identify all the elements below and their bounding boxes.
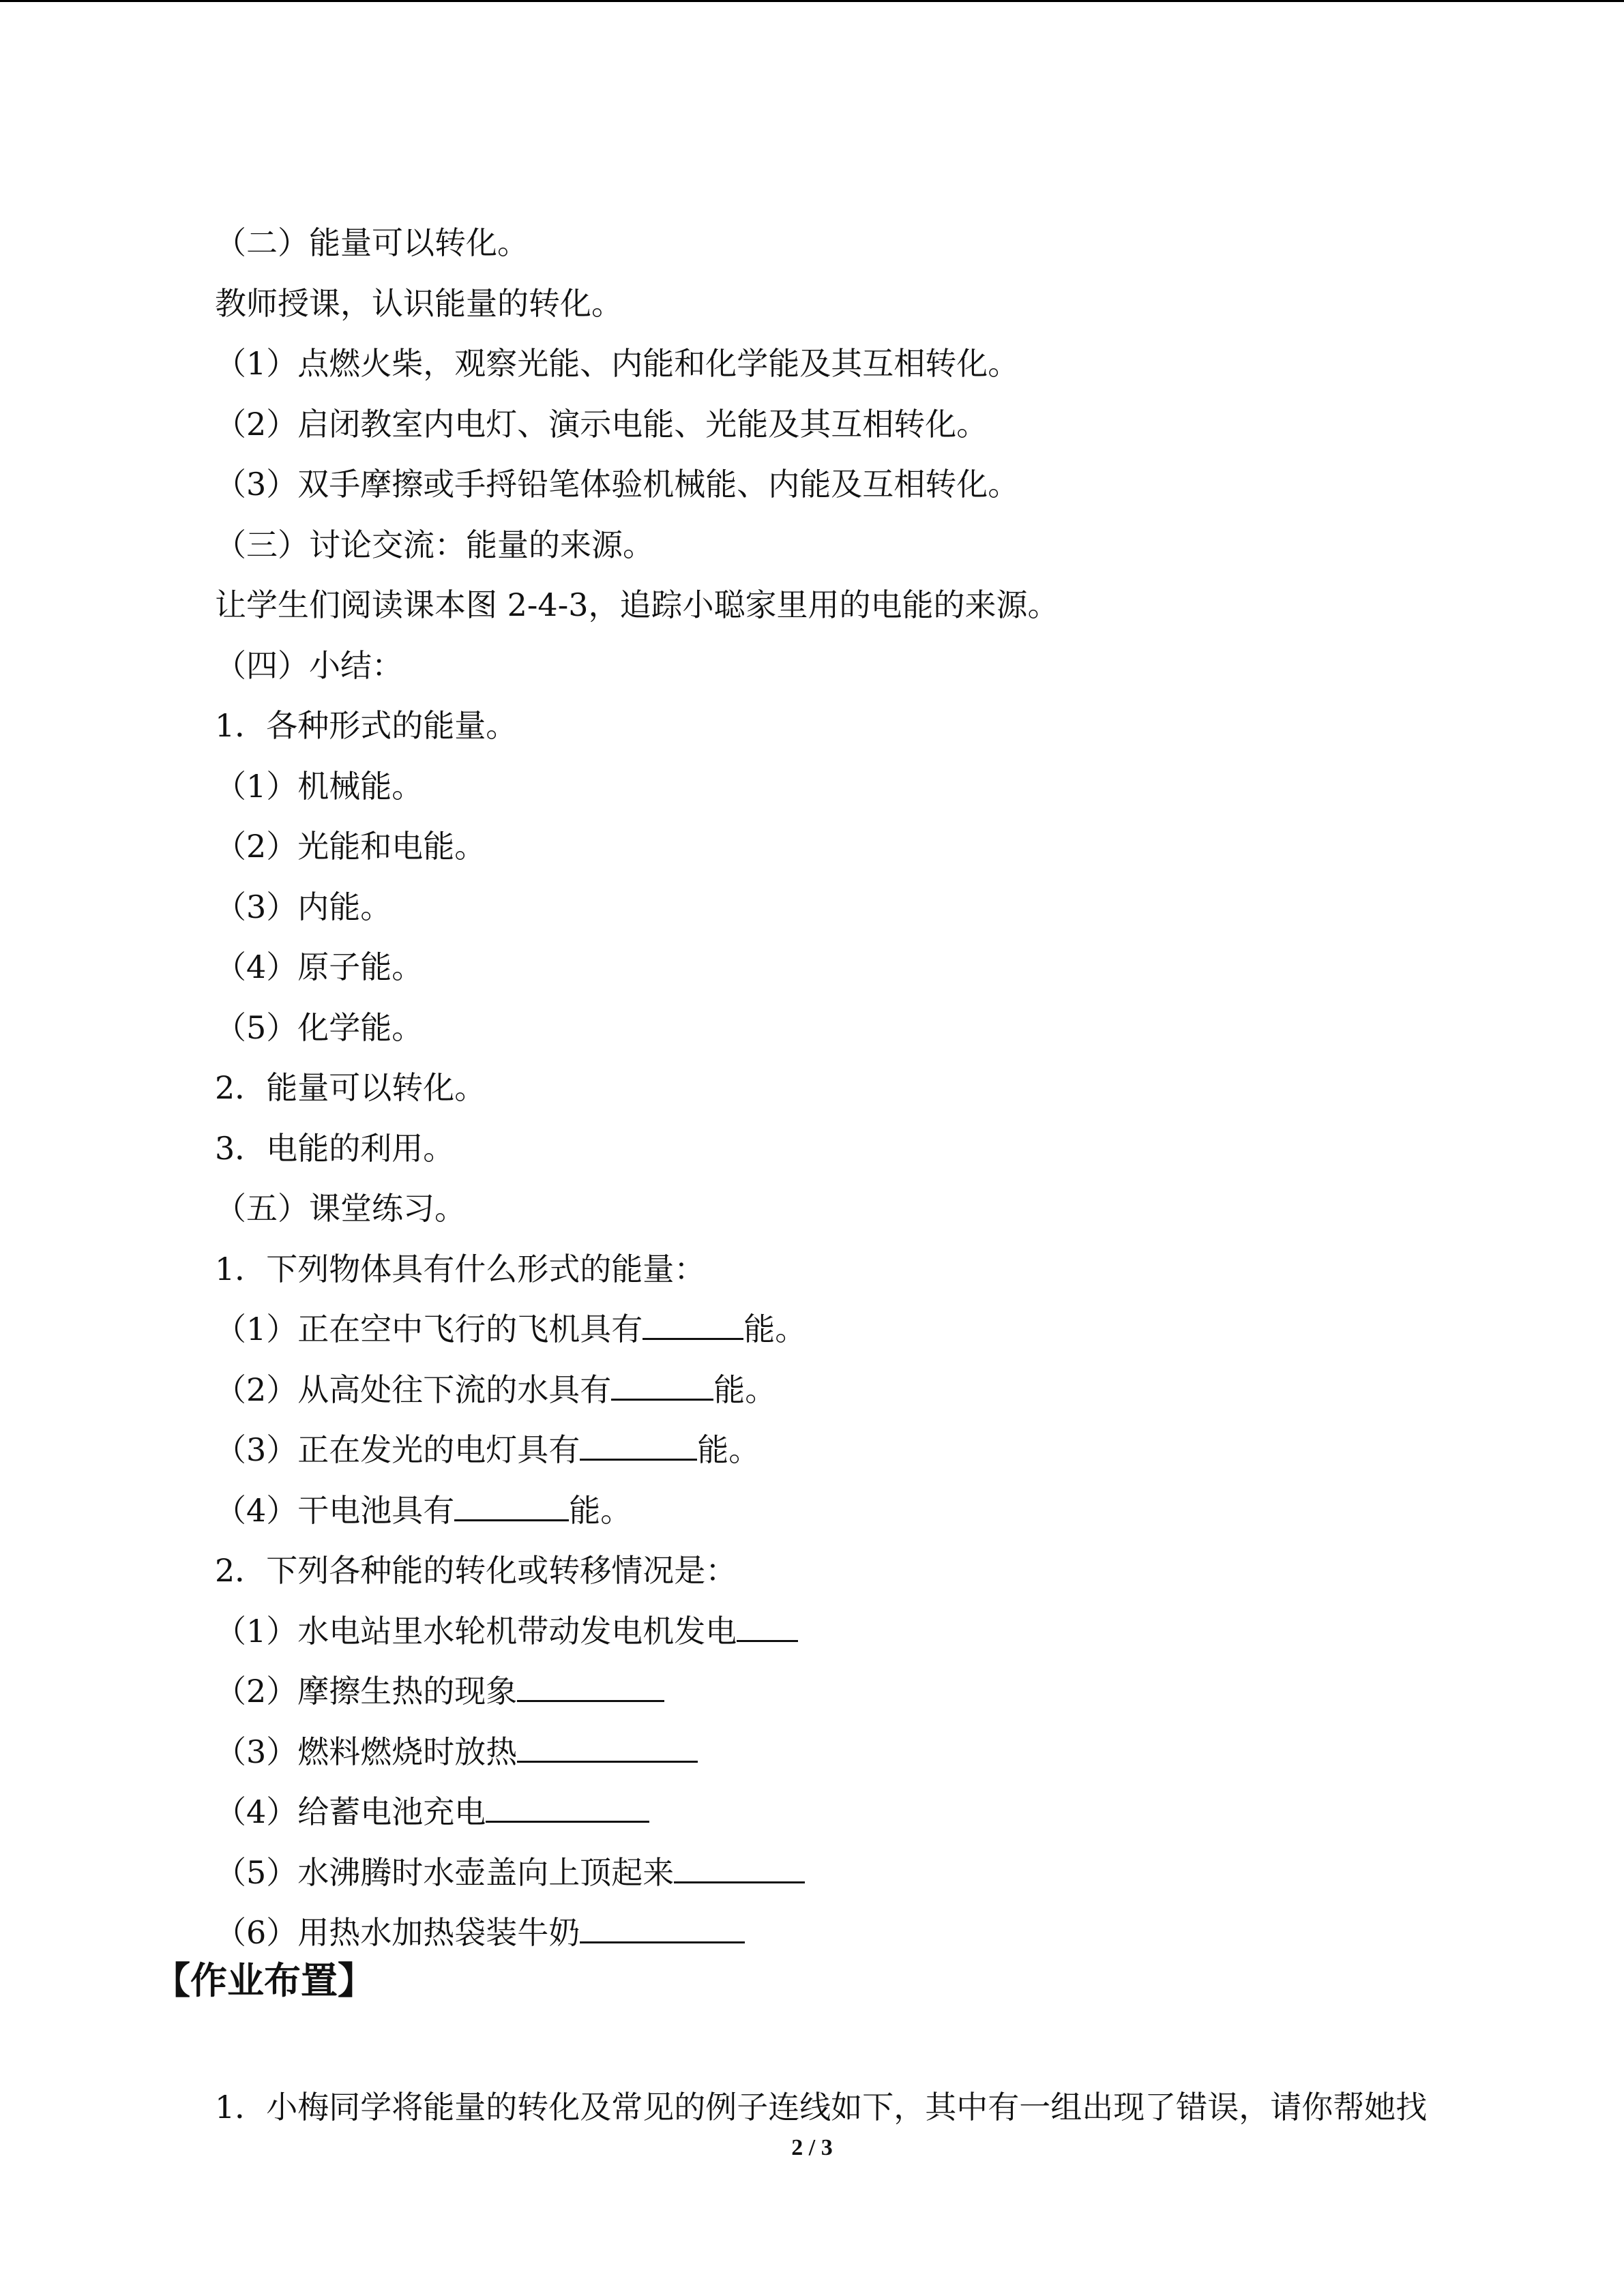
list-item: 2．能量可以转化。	[215, 1069, 486, 1106]
section-heading-homework: 【作业布置】	[153, 1959, 374, 2002]
list-item: 1．各种形式的能量。	[215, 707, 518, 744]
exercise-item	[215, 1903, 1483, 1963]
fill-in-blank	[580, 1906, 745, 1943]
exercise-text: （3）燃料燃烧时放热	[215, 1733, 518, 1770]
subsection-heading: （二）能量可以转化。	[215, 224, 529, 261]
exercise-question: 2．下列各种能的转化或转移情况是：	[215, 1552, 737, 1589]
fill-in-blank	[454, 1484, 569, 1521]
fill-in-blank	[517, 1665, 664, 1702]
list-item: （3）内能。	[215, 888, 392, 925]
list-item: （5）化学能。	[215, 1009, 424, 1046]
exercise-text: （2）摩擦生热的现象	[215, 1673, 518, 1710]
exercise-suffix: 能。	[569, 1491, 632, 1529]
exercise-suffix: 能。	[713, 1371, 777, 1408]
subsection-heading: （四）小结：	[215, 646, 403, 684]
list-item: （4）原子能。	[215, 949, 424, 985]
exercise-question: 1．下列物体具有什么形式的能量：	[215, 1250, 706, 1287]
exercise-item	[215, 1782, 1483, 1843]
exercise-suffix: 能。	[743, 1311, 807, 1347]
subsection-heading: （三）讨论交流：能量的来源。	[215, 526, 654, 563]
list-item: （1）点燃火柴，观察光能、内能和化学能及其互相转化。	[215, 345, 1020, 382]
exercise-text: （3）正在发光的电灯具有	[215, 1431, 580, 1468]
exercise-item	[215, 1661, 1483, 1722]
subsection-heading: （五）课堂练习。	[215, 1190, 466, 1227]
exercise-item	[215, 1843, 1483, 1903]
homework-question: 1．小梅同学将能量的转化及常见的例子连线如下，其中有一组出现了错误，请你帮她找	[215, 2089, 1428, 2126]
exercise-item	[215, 1420, 1483, 1480]
exercise-text: （5）水沸腾时水壶盖向上顶起来	[215, 1853, 675, 1891]
exercise-text: （1）水电站里水轮机带动发电机发电	[215, 1612, 737, 1650]
fill-in-blank	[674, 1846, 805, 1883]
list-item: （2）启闭教室内电灯、演示电能、光能及其互相转化。	[215, 405, 988, 443]
exercise-text: （2）从高处往下流的水具有	[215, 1371, 612, 1408]
list-item: （2）光能和电能。	[215, 828, 486, 865]
fill-in-blank	[737, 1605, 798, 1642]
exercise-text: （4）干电池具有	[215, 1491, 455, 1529]
paragraph: 让学生们阅读课本图 2-4-3，追踪小聪家里用的电能的来源。	[215, 586, 1059, 623]
fill-in-blank	[486, 1785, 649, 1823]
paragraph: 教师授课，认识能量的转化。	[215, 284, 623, 322]
exercise-item	[215, 1360, 1483, 1420]
exercise-item	[215, 1299, 1483, 1360]
fill-in-blank	[580, 1423, 697, 1461]
fill-in-blank	[611, 1363, 713, 1401]
exercise-item	[215, 1722, 1483, 1783]
exercise-item	[215, 1601, 1483, 1662]
exercise-suffix: 能。	[697, 1431, 761, 1468]
exercise-text: （6）用热水加热袋装牛奶	[215, 1914, 580, 1951]
list-item: （1）机械能。	[215, 767, 424, 805]
fill-in-blank	[643, 1302, 743, 1340]
document-body	[215, 213, 1483, 1963]
list-item: 3．电能的利用。	[215, 1129, 455, 1167]
list-item: （3）双手摩擦或手捋铅笔体验机械能、内能及互相转化。	[215, 466, 1020, 503]
page-number: 2 / 3	[791, 2135, 833, 2160]
exercise-text: （4）给蓄电池充电	[215, 1793, 486, 1830]
exercise-text: （1）正在空中飞行的飞机具有	[215, 1311, 643, 1347]
fill-in-blank	[517, 1725, 698, 1763]
top-border-line	[0, 0, 1624, 2]
exercise-item	[215, 1480, 1483, 1541]
